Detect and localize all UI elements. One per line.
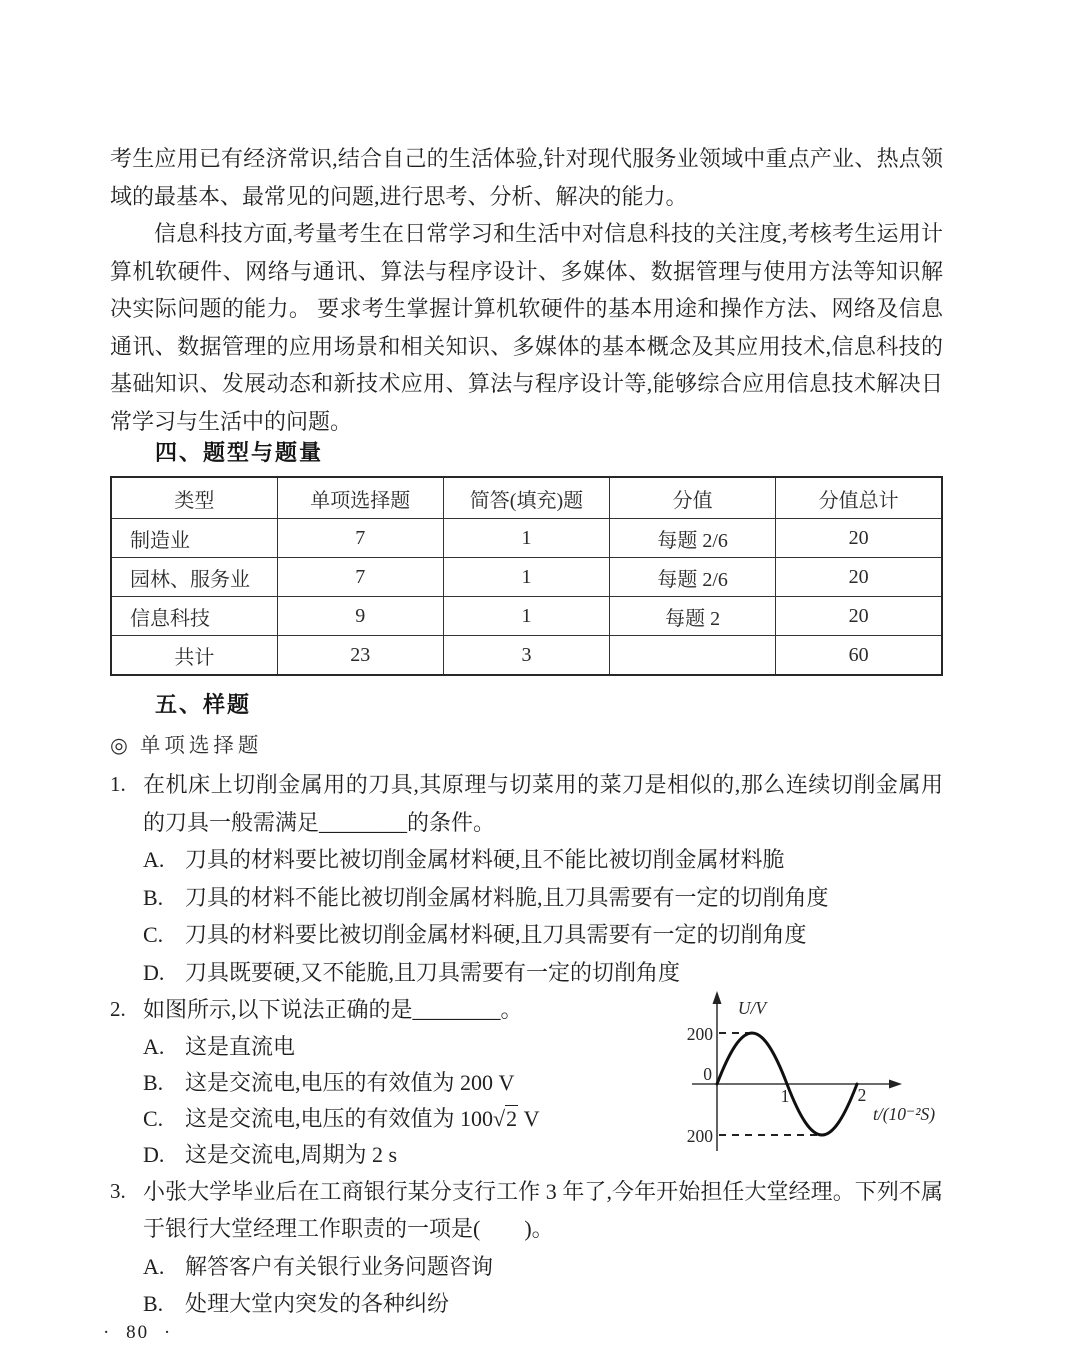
subsection-label: 单项选择题 xyxy=(139,735,263,757)
table-cell: 20 xyxy=(776,558,942,597)
option-label: C. xyxy=(143,1105,164,1131)
question-1 xyxy=(110,766,943,991)
option-row xyxy=(143,1101,703,1137)
option-text: 处理大堂内突发的各种纠纷 xyxy=(185,1291,450,1316)
option-row xyxy=(143,916,943,954)
option-row xyxy=(143,1029,703,1065)
table-cell: 7 xyxy=(277,558,443,597)
table-row-total xyxy=(111,636,942,676)
ac-voltage-waveform-figure xyxy=(685,987,987,1154)
option-label: C. xyxy=(143,922,164,947)
question-body xyxy=(143,766,943,991)
table-cell: 9 xyxy=(277,597,443,636)
option-label: B. xyxy=(143,1291,164,1316)
intro-paragraph-2: 信息科技方面,考量考生在日常学习和生活中对信息科技的关注度,考核考生运用计算机软硬件、网络与通讯、算法与程序设计、多媒体、数据管理与使用方法等知识解决实际问题的能力。 要求考生掌握计算机软硬件的基本用途和操作方法、网络及信息通讯、数据管理的应用场景和相关知识、多媒体的基本概念及其应用技术,信息科技的基础知识、发展动态和新技术应用、算法与程序设计等,能够综合应用信息技术解决日常学习与生活中的问题。 xyxy=(110,221,943,434)
table-cell: 每题 2/6 xyxy=(610,558,776,597)
y-tick-200: 200 xyxy=(686,1024,713,1044)
question-types-table xyxy=(110,476,943,676)
option-label: A. xyxy=(143,847,165,872)
table-cell: 信息科技 xyxy=(111,597,277,636)
option-row xyxy=(143,1248,943,1286)
double-circle-icon: ◎ xyxy=(110,735,128,757)
option-label: B. xyxy=(143,884,164,910)
option-text: 刀具的材料要比被切削金属材料硬,且刀具需要有一定的切削角度 xyxy=(185,922,807,947)
option-row xyxy=(143,879,943,917)
table-cell: 7 xyxy=(277,519,443,558)
table-header-row xyxy=(111,477,942,519)
table-cell xyxy=(610,636,776,676)
option-row xyxy=(143,1137,703,1173)
table-cell: 23 xyxy=(277,636,443,676)
option-text: 这是交流电,电压的有效值为 100√2 V xyxy=(185,1105,540,1131)
option-text: 这是交流电,周期为 2 s xyxy=(185,1141,398,1167)
option-text: 这是交流电,电压的有效值为 200 V xyxy=(185,1069,515,1095)
question-body xyxy=(143,1173,943,1323)
question-number: 2. xyxy=(110,997,126,1021)
option-label: A. xyxy=(143,1033,165,1059)
y-axis-arrow-icon xyxy=(713,991,722,1004)
question-stem: 在机床上切削金属用的刀具,其原理与切菜用的菜刀是相似的,那么连续切削金属用的刀具一般需满足________的条件。 xyxy=(143,772,943,835)
option-row xyxy=(143,1065,703,1101)
table-cell: 1 xyxy=(443,597,609,636)
question-number: 3. xyxy=(110,1178,126,1203)
table-header-cell: 单项选择题 xyxy=(277,477,443,519)
section-heading-question-types: 四、题型与题量 xyxy=(155,440,324,465)
table-cell: 1 xyxy=(443,519,609,558)
question-stem: 如图所示,以下说法正确的是________。 xyxy=(143,997,523,1022)
table-header-cell: 分值 xyxy=(610,477,776,519)
question-2 xyxy=(110,991,943,1173)
table-header-cell: 类型 xyxy=(111,477,277,519)
question-3 xyxy=(110,1173,943,1323)
page-number: · 80 · xyxy=(103,1322,173,1343)
table-cell: 园林、服务业 xyxy=(111,558,277,597)
option-text: 解答客户有关银行业务问题咨询 xyxy=(185,1253,494,1279)
option-text: 刀具的材料不能比被切削金属材料脆,且刀具需要有一定的切削角度 xyxy=(185,884,829,910)
x-tick-1: 1 xyxy=(780,1086,790,1106)
x-axis-arrow-icon xyxy=(889,1080,902,1089)
option-text: 刀具既要硬,又不能脆,且刀具需要有一定的切削角度 xyxy=(185,959,681,985)
y-axis-label: U/V xyxy=(737,998,767,1018)
question-number: 1. xyxy=(110,772,126,796)
table-cell: 3 xyxy=(443,636,609,676)
x-axis-label: t/(10⁻²S) xyxy=(873,1104,936,1124)
option-text: 这是直流电 xyxy=(185,1033,296,1059)
table-cell: 每题 2 xyxy=(610,597,776,636)
table-row xyxy=(111,597,942,636)
table-cell: 制造业 xyxy=(111,519,277,558)
table-header-cell: 分值总计 xyxy=(776,477,942,519)
option-row xyxy=(143,954,943,992)
table-cell: 20 xyxy=(776,519,942,558)
option-label: D. xyxy=(143,1141,165,1167)
option-label: B. xyxy=(143,1069,164,1095)
x-tick-2: 2 xyxy=(857,1085,867,1105)
question-stem: 小张大学毕业后在工商银行某分支行工作 3 年了,今年开始担任大堂经理。下列不属于银行大堂经理工作职责的一项是( )。 xyxy=(143,1178,943,1241)
table-cell: 每题 2/6 xyxy=(610,519,776,558)
option-label: A. xyxy=(143,1253,165,1279)
subsection-heading xyxy=(110,728,943,764)
option-label: D. xyxy=(143,959,165,985)
table-cell: 1 xyxy=(443,558,609,597)
y-tick-0: 0 xyxy=(703,1064,712,1084)
intro-paragraph-1: 考生应用已有经济常识,结合自己的生活体验,针对现代服务业领域中重点产业、热点领域的最基本、最常见的问题,进行思考、分析、解决的能力。 xyxy=(110,146,943,209)
table-cell: 60 xyxy=(776,636,942,676)
option-text: 刀具的材料要比被切削金属材料硬,且不能比被切削金属材料脆 xyxy=(185,847,785,872)
option-row xyxy=(143,841,943,879)
page-content xyxy=(110,140,943,1323)
section-heading-sample-questions: 五、样题 xyxy=(155,692,252,717)
table-row xyxy=(111,519,942,558)
option-row xyxy=(143,1285,943,1323)
table-cell: 共计 xyxy=(111,636,277,676)
table-header-cell: 简答(填充)题 xyxy=(443,477,609,519)
y-tick-neg200: 200 xyxy=(686,1126,713,1146)
table-cell: 20 xyxy=(776,597,942,636)
table-row xyxy=(111,558,942,597)
